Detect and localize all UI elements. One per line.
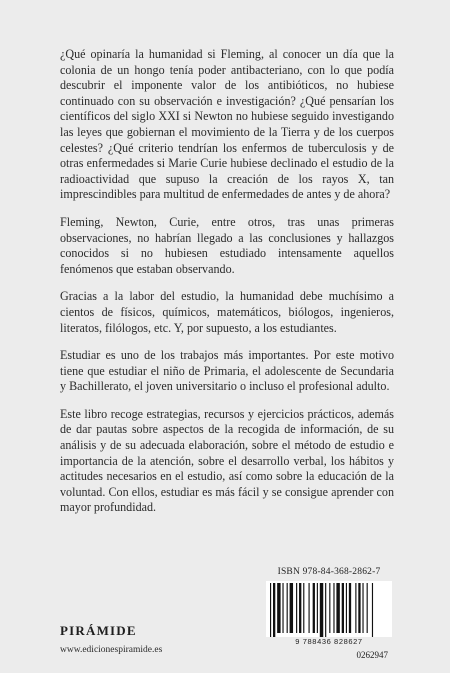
barcode-bar — [346, 583, 347, 633]
barcode-digits: 9 788436 828627 — [295, 637, 363, 646]
barcode-bar — [317, 583, 318, 633]
barcode-bar — [290, 583, 293, 633]
barcode-icon — [266, 581, 392, 637]
barcode-bar — [270, 583, 271, 637]
paragraph-2: Fleming, Newton, Curie, entre otros, tras unas primeras observaciones, no habrían llegado a las conclusiones y hallazgos conocidos si no hubiesen estudiado intensamente aquellos fenómenos que estaban observando. — [60, 214, 394, 276]
barcode-bar — [333, 583, 334, 633]
barcode-bar — [273, 583, 275, 637]
barcode-bar — [309, 583, 310, 633]
paragraph-1: ¿Qué opinaría la humanidad si Fleming, al conocer un día que la colonia de un hongo tenía poder antibacteriano, con lo que podía descubrir el imponente valor de los antibióticos, no hubiese continuado con su observación e investigación? ¿Qué pensarían los científicos del siglo XXI si Newton no hubiese seguido investigando las leyes que gobiernan el movimiento de la Tierra y de los cuerpos celestes? ¿Qué criterio tendrían los enfermos de tuberculosis y de otras enfermedades si Marie Curie hubiese declinado el estudio de la radioactividad que supuso la creación de los rayos X, tan imprescindibles para multitud de enfermedades de antes y de ahora? — [60, 47, 394, 202]
barcode-bar — [303, 583, 304, 633]
blurb-text — [60, 47, 394, 528]
barcode-bar — [287, 583, 288, 633]
barcode-bar — [325, 583, 326, 637]
barcode-bar — [355, 583, 356, 633]
paragraph-5: Este libro recoge estrategias, recursos y ejercicios prácticos, además de dar pautas sobre aspectos de la recogida de información, de su análisis y de su adecuada elaboración, sobre el método de estudio e importancia de la atención, sobre el desarrollo verbal, los hábitos y actitudes necesarios en el estudio, así como sobre la educación de la voluntad. Con ellos, estudiar es más fácil y se consigue aprender con mayor profundidad. — [60, 406, 394, 515]
barcode-bar — [296, 583, 297, 633]
publisher-logo: PIRÁMIDE — [60, 623, 137, 638]
barcode-bar — [349, 583, 351, 633]
barcode-bar — [372, 583, 373, 637]
paragraph-4: Estudiar es uno de los trabajos más importantes. Por este motivo tiene que estudiar el niño de Primaria, el adolescente de Secundaria y Bachillerato, el joven universitario o incluso el profesional adulto. — [60, 348, 394, 394]
barcode-bar — [277, 583, 280, 633]
barcode-bar — [367, 583, 368, 633]
barcode-block — [262, 567, 396, 661]
barcode-bar — [358, 583, 360, 633]
barcode-bar — [313, 583, 315, 633]
barcode-bar — [299, 583, 301, 633]
paragraph-3: Gracias a la labor del estudio, la humanidad debe muchísimo a cientos de físicos, químicos, matemáticos, biólogos, ingenieros, literatos, filólogos, etc. Y, por supuesto, a los estudiantes. — [60, 289, 394, 335]
barcode-bar — [329, 583, 330, 633]
barcode-bar — [342, 583, 344, 633]
barcode-bar — [320, 583, 323, 637]
publisher-website[interactable]: www.edicionespiramide.es — [60, 645, 163, 655]
isbn-label: ISBN 978-84-368-2862-7 — [277, 567, 381, 577]
product-code: 0262947 — [356, 650, 388, 660]
barcode-bar — [282, 583, 283, 633]
barcode-bar — [336, 583, 339, 633]
barcode-bar — [362, 583, 363, 633]
